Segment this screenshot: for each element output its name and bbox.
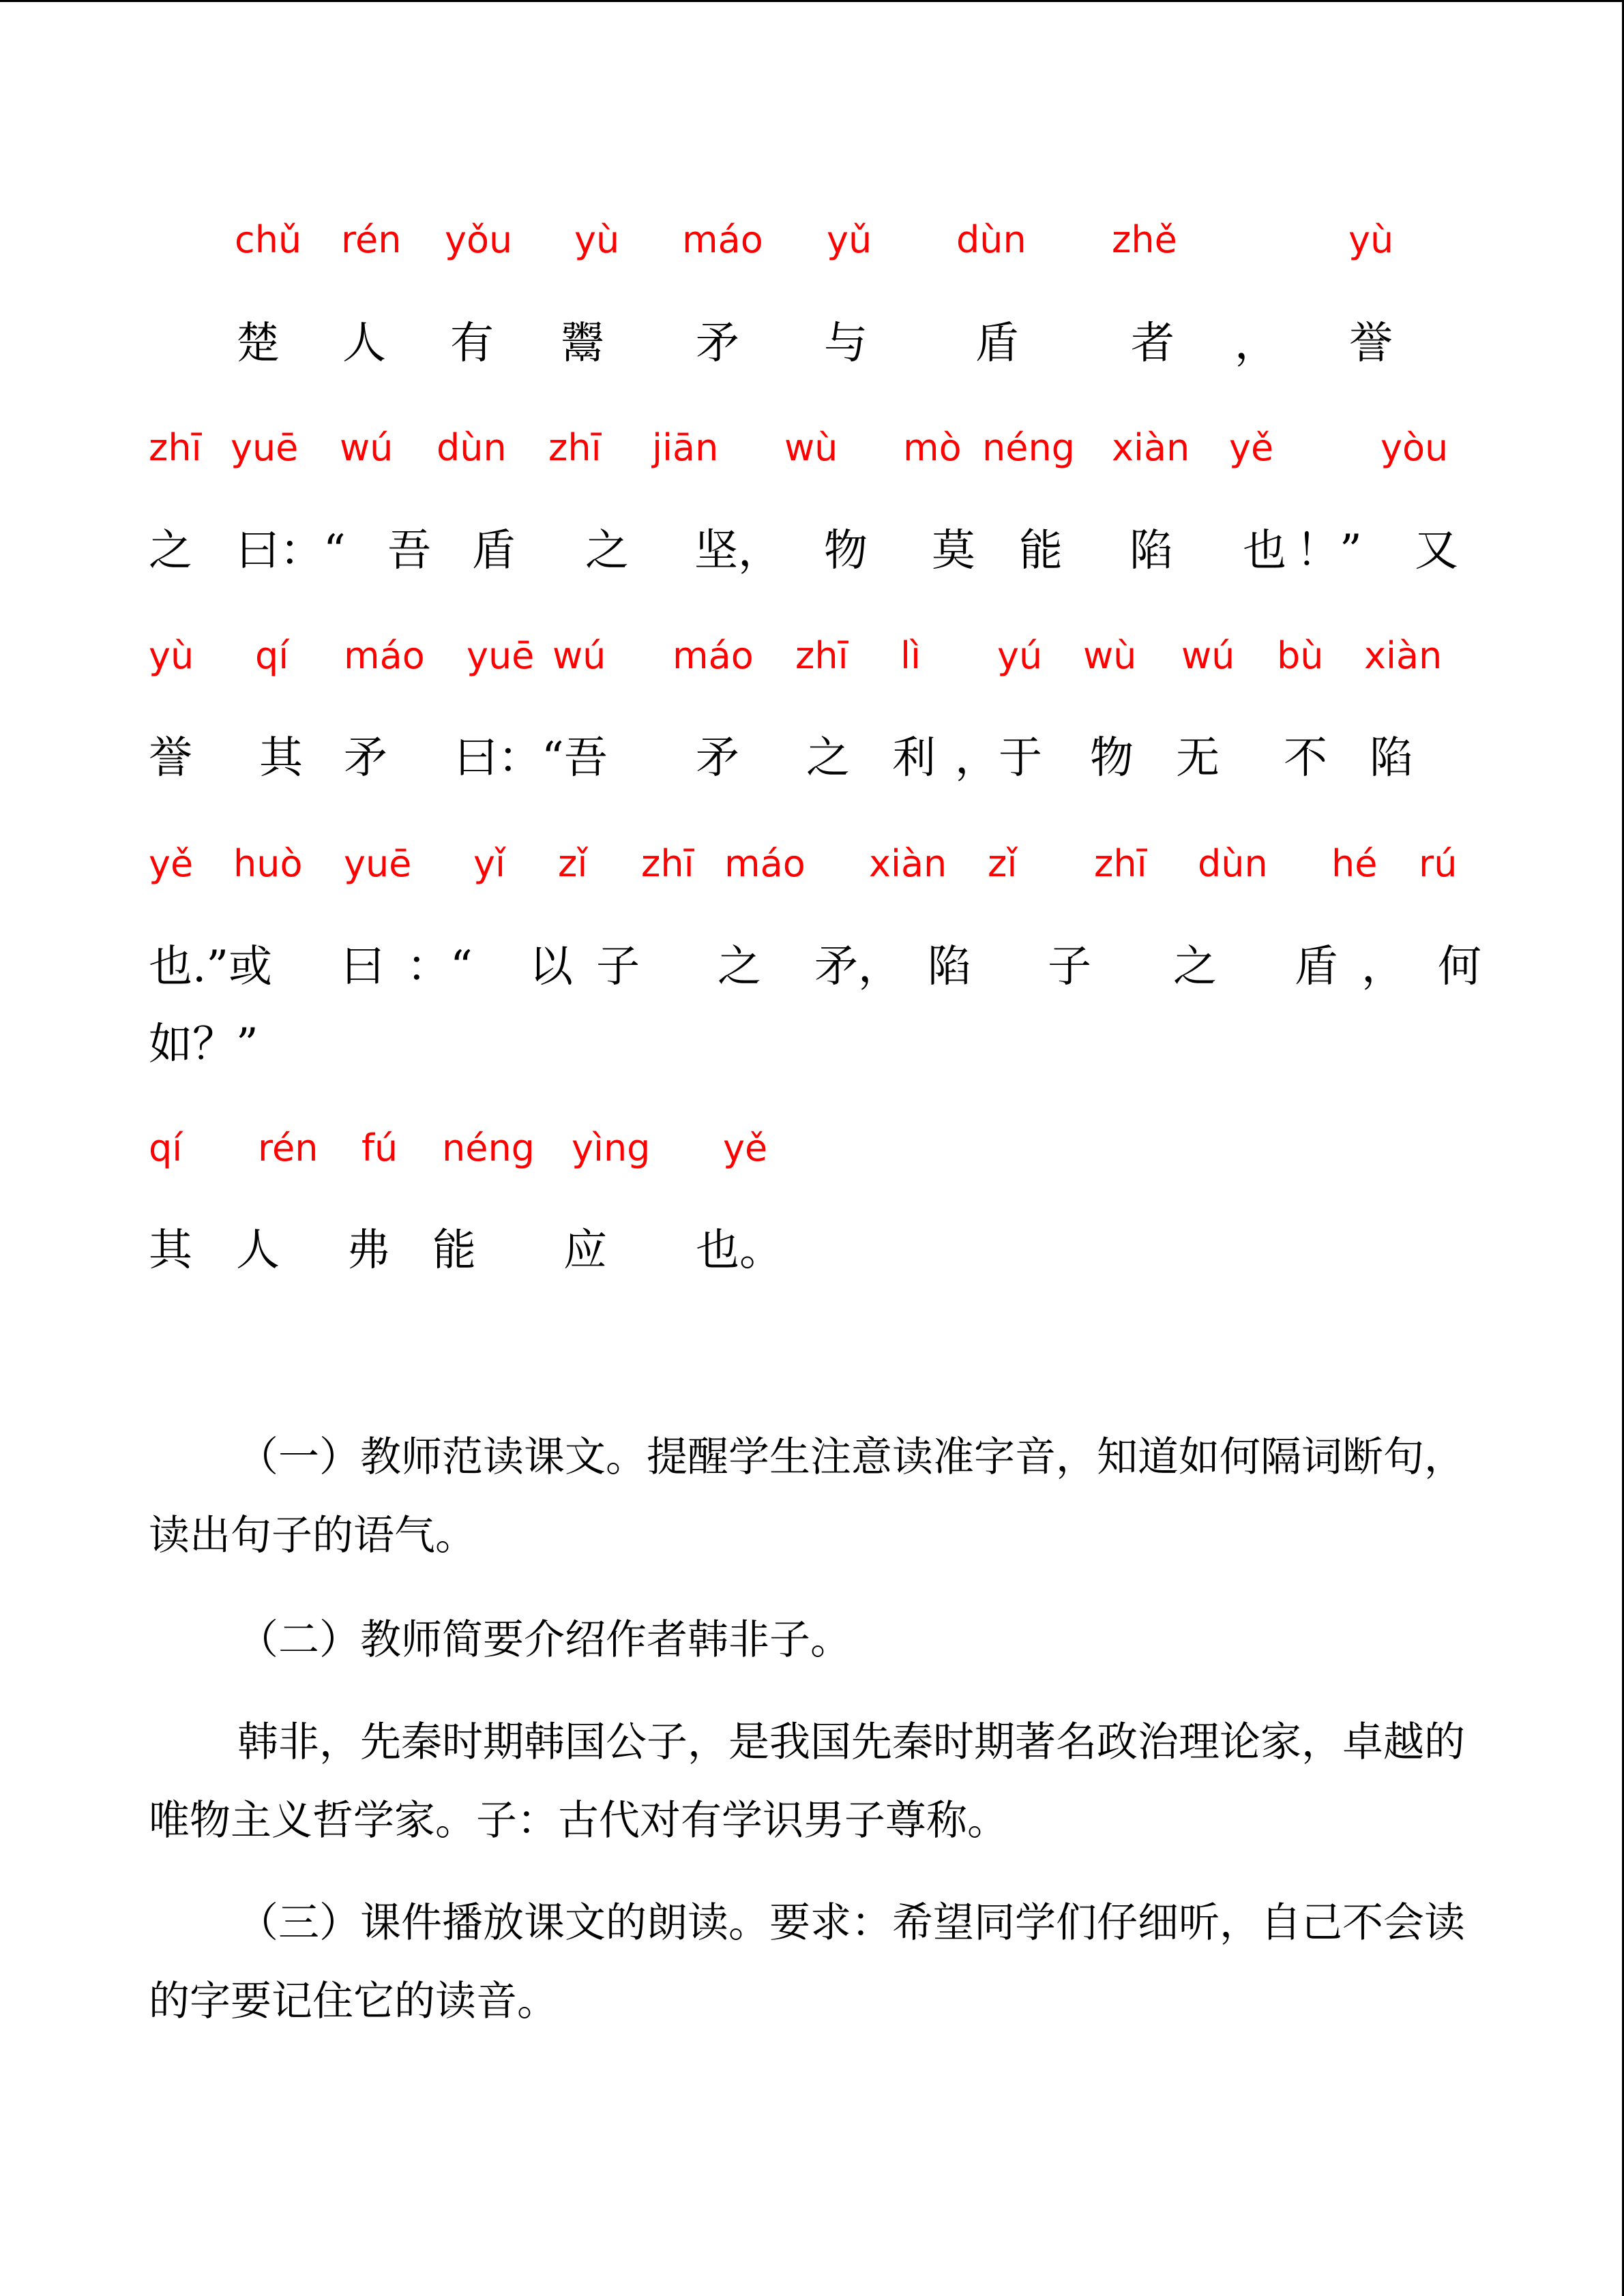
pinyin-syllable: yuē	[231, 426, 299, 469]
hanzi-char: 陷	[928, 942, 971, 992]
pinyin-syllable: máo	[673, 634, 754, 677]
pinyin-syllable: yù	[149, 634, 194, 677]
pinyin-syllable: máo	[682, 218, 763, 261]
pinyin-syllable: zhī	[548, 426, 602, 469]
pinyin-syllable: yòu	[1381, 426, 1449, 469]
hanzi-char: 无	[1176, 733, 1220, 784]
hanzi-char: 物	[1090, 733, 1134, 784]
hanzi-char: 誉	[149, 733, 192, 784]
pinyin-line-1	[0, 218, 1624, 283]
pinyin-syllable: qí	[149, 1127, 183, 1169]
pinyin-line-2	[0, 426, 1624, 491]
pinyin-syllable: qí	[255, 634, 289, 677]
hanzi-char: 利	[892, 733, 936, 784]
hanzi-char: 盾	[472, 526, 516, 576]
hanzi-char: 其	[259, 733, 303, 784]
pinyin-syllable: dùn	[1198, 842, 1268, 885]
pinyin-syllable: yě	[1229, 426, 1274, 469]
pinyin-syllable: wú	[1181, 634, 1235, 677]
pinyin-syllable: yú	[997, 634, 1043, 677]
pinyin-syllable: néng	[442, 1127, 535, 1169]
hanzi-char: 坚，	[694, 526, 782, 576]
hanzi-char: 也	[1243, 526, 1286, 576]
hanzi-char: 楚	[236, 318, 280, 369]
pinyin-syllable: rén	[258, 1127, 319, 1169]
hanzi-char: 之	[1173, 942, 1217, 992]
pinyin-syllable: wù	[784, 426, 838, 469]
hanzi-char: 子	[1048, 942, 1091, 992]
hanzi-punct: ，	[1361, 942, 1405, 992]
hanzi-char: 之	[149, 526, 192, 576]
hanzi-char: 曰	[341, 942, 385, 992]
hanzi-char: 应	[563, 1225, 607, 1276]
pinyin-syllable: yǒu	[445, 218, 513, 261]
hanzi-char: ，于	[955, 733, 1042, 784]
hanzi-char: 物	[824, 526, 868, 576]
pinyin-syllable: rén	[341, 218, 402, 261]
hanzi-char: 矛	[696, 318, 739, 369]
hanzi-char: 陷	[1370, 733, 1413, 784]
hanzi-line-1	[0, 318, 1624, 383]
hanzi-char: 誉	[1349, 318, 1393, 369]
pinyin-syllable: fú	[361, 1127, 398, 1169]
hanzi-char: 吾	[387, 526, 431, 576]
pinyin-syllable: bù	[1277, 634, 1324, 677]
hanzi-char: 莫	[932, 526, 975, 576]
hanzi-char: 之	[585, 526, 629, 576]
hanzi-line-2	[0, 526, 1624, 591]
section-3-paragraph: 韩非，先秦时期韩国公子，是我国先秦时期著名政治理论家，卓越的唯物主义哲学家。子：古代对有学识男子尊称。	[149, 1718, 1465, 1845]
pinyin-syllable: wù	[1083, 634, 1137, 677]
pinyin-syllable: máo	[344, 634, 425, 677]
pinyin-syllable: zǐ	[558, 842, 588, 885]
pinyin-syllable: yǐ	[473, 842, 505, 885]
pinyin-syllable: yě	[149, 842, 194, 885]
hanzi-char: 人	[342, 318, 386, 369]
pinyin-syllable: lì	[900, 634, 921, 677]
pinyin-syllable: zhī	[795, 634, 848, 677]
pinyin-syllable: yìng	[572, 1127, 651, 1169]
hanzi-line-3	[0, 733, 1624, 798]
pinyin-syllable: zhī	[1094, 842, 1147, 885]
pinyin-syllable: huò	[233, 842, 303, 885]
pinyin-syllable: máo	[724, 842, 806, 885]
pinyin-syllable: zhī	[149, 426, 202, 469]
pinyin-syllable: yuē	[467, 634, 535, 677]
hanzi-char: 弗	[346, 1225, 390, 1276]
pinyin-syllable: néng	[982, 426, 1075, 469]
pinyin-syllable: yù	[1348, 218, 1394, 261]
hanzi-char: 矛	[344, 733, 387, 784]
pinyin-syllable: dùn	[437, 426, 507, 469]
section-4-paragraph: （三）课件播放课文的朗读。要求：希望同学们仔细听，自己不会读的字要记住它的读音。	[149, 1899, 1465, 2025]
pinyin-syllable: wú	[552, 634, 606, 677]
hanzi-char: 以	[529, 942, 573, 992]
hanzi-char: 有	[450, 318, 494, 369]
section-2-paragraph: （二）教师简要介绍作者韩非子。	[237, 1616, 851, 1664]
hanzi-char: 何	[1438, 942, 1481, 992]
hanzi-char: 又	[1415, 526, 1458, 576]
hanzi-char: 能	[432, 1225, 476, 1276]
hanzi-char: 曰：“	[236, 526, 346, 576]
hanzi-char: 子	[596, 942, 640, 992]
pinyin-syllable: zhě	[1112, 218, 1177, 261]
hanzi-char: 之	[718, 942, 761, 992]
pinyin-line-3	[0, 634, 1624, 699]
pinyin-syllable: xiàn	[1112, 426, 1190, 469]
hanzi-char: 曰：“吾	[454, 733, 608, 784]
section-1-paragraph: （一）教师范读课文。提醒学生注意读准字音，知道如何隔词断句，读出句子的语气。	[149, 1433, 1465, 1560]
pinyin-syllable: yě	[723, 1127, 768, 1169]
hanzi-char: 者	[1131, 318, 1175, 369]
hanzi-char: 其	[149, 1225, 192, 1276]
pinyin-syllable: yù	[574, 218, 620, 261]
hanzi-line-4	[0, 942, 1624, 1007]
hanzi-char: 陷	[1130, 526, 1173, 576]
hanzi-char: 矛，	[814, 942, 902, 992]
hanzi-char: 与	[824, 318, 868, 369]
pinyin-syllable: mò	[903, 426, 962, 469]
pinyin-syllable: jiān	[652, 426, 719, 469]
page-top-border	[0, 0, 1624, 2]
hanzi-char: 盾	[1295, 942, 1338, 992]
pinyin-syllable: yuē	[344, 842, 412, 885]
hanzi-char: 也。	[696, 1225, 783, 1276]
hanzi-char: 矛	[696, 733, 739, 784]
hanzi-char: 人	[236, 1225, 280, 1276]
hanzi-char: 不	[1284, 733, 1327, 784]
hanzi-char: 也.”或	[149, 942, 273, 992]
pinyin-syllable: dùn	[956, 218, 1027, 261]
hanzi-char: 能	[1019, 526, 1063, 576]
pinyin-syllable: hé	[1331, 842, 1378, 885]
pinyin-syllable: chǔ	[235, 218, 302, 261]
hanzi-char: 鬻	[561, 318, 604, 369]
hanzi-punct: ，	[1235, 318, 1278, 369]
pinyin-syllable: yǔ	[827, 218, 872, 261]
hanzi-char: 盾	[975, 318, 1019, 369]
hanzi-char: 之	[806, 733, 850, 784]
hanzi-punct: ：“	[407, 942, 473, 992]
pinyin-syllable: xiàn	[869, 842, 947, 885]
pinyin-line-5	[0, 1127, 1624, 1191]
hanzi-char: 如？”	[149, 1019, 259, 1070]
hanzi-punct: ！”	[1296, 526, 1362, 576]
pinyin-line-4	[0, 842, 1624, 907]
hanzi-line-5	[0, 1225, 1624, 1290]
hanzi-line-4-continuation	[0, 1019, 1624, 1084]
pinyin-syllable: wú	[340, 426, 394, 469]
pinyin-syllable: rú	[1419, 842, 1458, 885]
pinyin-syllable: zhī	[641, 842, 694, 885]
pinyin-syllable: zǐ	[988, 842, 1018, 885]
pinyin-syllable: xiàn	[1364, 634, 1443, 677]
